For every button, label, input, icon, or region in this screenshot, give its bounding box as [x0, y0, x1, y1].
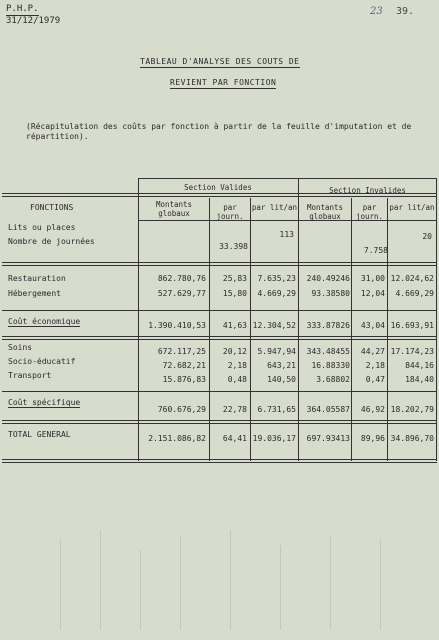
page-number: 39. [396, 6, 415, 17]
org-code: P.H.P. [6, 4, 39, 14]
section-invalides-header: Section Invalides [329, 186, 406, 195]
cell: 140,50 [267, 375, 296, 384]
rule-after-spec [2, 420, 437, 424]
cell: 2,18 [227, 361, 247, 370]
cell: 4.669,29 [257, 289, 296, 298]
cell: 643,21 [267, 361, 296, 370]
cell: 3.68802 [316, 375, 350, 384]
cell: 93.38580 [311, 289, 350, 298]
invalides-lits-value: 20 [422, 232, 432, 241]
cell: 44,27 [360, 347, 385, 356]
cell: 41,63 [222, 321, 247, 330]
cell: 16.88330 [311, 361, 350, 370]
cell: 4.669,29 [395, 289, 434, 298]
cell: 343.48455 [306, 347, 350, 356]
recap-note: (Récapitulation des coûts par fonction à partir de la feuille d'imputation et de répartition). [26, 122, 412, 141]
section-top-rule [138, 178, 437, 179]
valides-montants-header: Montants globaux [155, 200, 193, 218]
invalides-journees-value: 7.758 [363, 246, 388, 255]
rule-after-eco [2, 336, 437, 340]
cell: 22,78 [222, 405, 247, 414]
cell: 20,12 [222, 347, 247, 356]
handwritten-number: 23 [370, 6, 383, 17]
rule-before-spec [2, 391, 437, 392]
cell: 25,83 [222, 274, 247, 283]
row-label: Hébergement [8, 289, 61, 298]
cell: 527.629,77 [157, 289, 206, 298]
rule-after-lits [2, 262, 437, 266]
row-label: Coût spécifique [8, 398, 81, 407]
cell: 12,04 [360, 289, 385, 298]
cell: 1.390.410,53 [148, 321, 206, 330]
title-line-2: REVIENT PAR FONCTION [170, 78, 277, 87]
row-lits-label: Lits ou places [8, 223, 76, 232]
row-label: Transport [8, 371, 52, 380]
section-valides-header: Section Valides [184, 183, 252, 192]
cell: 862.780,76 [157, 274, 206, 283]
title-line-1: TABLEAU D'ANALYSE DES COUTS DE [140, 57, 300, 66]
valides-journees-value: 33.398 [219, 242, 248, 251]
cell: 240.49246 [306, 274, 350, 283]
row-label: Soins [8, 343, 33, 352]
cell: 12.024,62 [390, 274, 434, 283]
row-label: TOTAL GENERAL [8, 430, 71, 439]
cell: 697.93413 [306, 434, 350, 443]
cell: 2,18 [365, 361, 385, 370]
cell: 31,00 [360, 274, 385, 283]
cell: 7.635,23 [257, 274, 296, 283]
cell: 844,16 [405, 361, 434, 370]
invalides-par-journ-header: par journ. [355, 203, 384, 221]
cell: 0,48 [227, 375, 247, 384]
cell: 72.682,21 [162, 361, 206, 370]
invalides-par-lit-header: par lit/an [389, 203, 435, 212]
col-fonctions-header: FONCTIONS [30, 203, 74, 212]
row-label: Coût économique [8, 317, 81, 326]
row-label: Restauration [8, 274, 66, 283]
cell: 760.676,29 [157, 405, 206, 414]
cost-table [2, 176, 437, 466]
cell: 5.947,94 [257, 347, 296, 356]
cell: 0,47 [365, 375, 385, 384]
invalides-montants-header: Montants globaux [306, 203, 344, 221]
cell: 17.174,23 [390, 347, 434, 356]
cell: 12.304,52 [252, 321, 296, 330]
cell: 16.693,91 [390, 321, 434, 330]
cell: 364.05587 [306, 405, 350, 414]
subhead-rule [138, 220, 437, 221]
valides-par-lit-header: par lit/an [251, 203, 298, 212]
show-through-marks [40, 520, 420, 630]
cell: 184,40 [405, 375, 434, 384]
cell: 43,04 [360, 321, 385, 330]
row-label: Socio-éducatif [8, 357, 76, 366]
cell: 6.731,65 [257, 405, 296, 414]
row-journees-label: Nombre de journées [8, 237, 95, 246]
rule-before-eco [2, 310, 437, 311]
cell: 18.202,79 [390, 405, 434, 414]
document-date: 31/12/1979 [6, 16, 61, 26]
cell: 15.876,83 [162, 375, 206, 384]
cell: 19.036,17 [252, 434, 296, 443]
table-bottom-rule [2, 459, 437, 463]
cell: 672.117,25 [157, 347, 206, 356]
valides-par-journ-header: par journ. [216, 203, 244, 221]
cell: 46,92 [360, 405, 385, 414]
cell: 89,96 [360, 434, 385, 443]
cell: 2.151.086,82 [148, 434, 206, 443]
valides-lits-value: 113 [279, 230, 294, 239]
cell: 333.87826 [306, 321, 350, 330]
cell: 64,41 [222, 434, 247, 443]
cell: 15,80 [222, 289, 247, 298]
cell: 34.896,70 [390, 434, 434, 443]
header-left [6, 4, 60, 27]
